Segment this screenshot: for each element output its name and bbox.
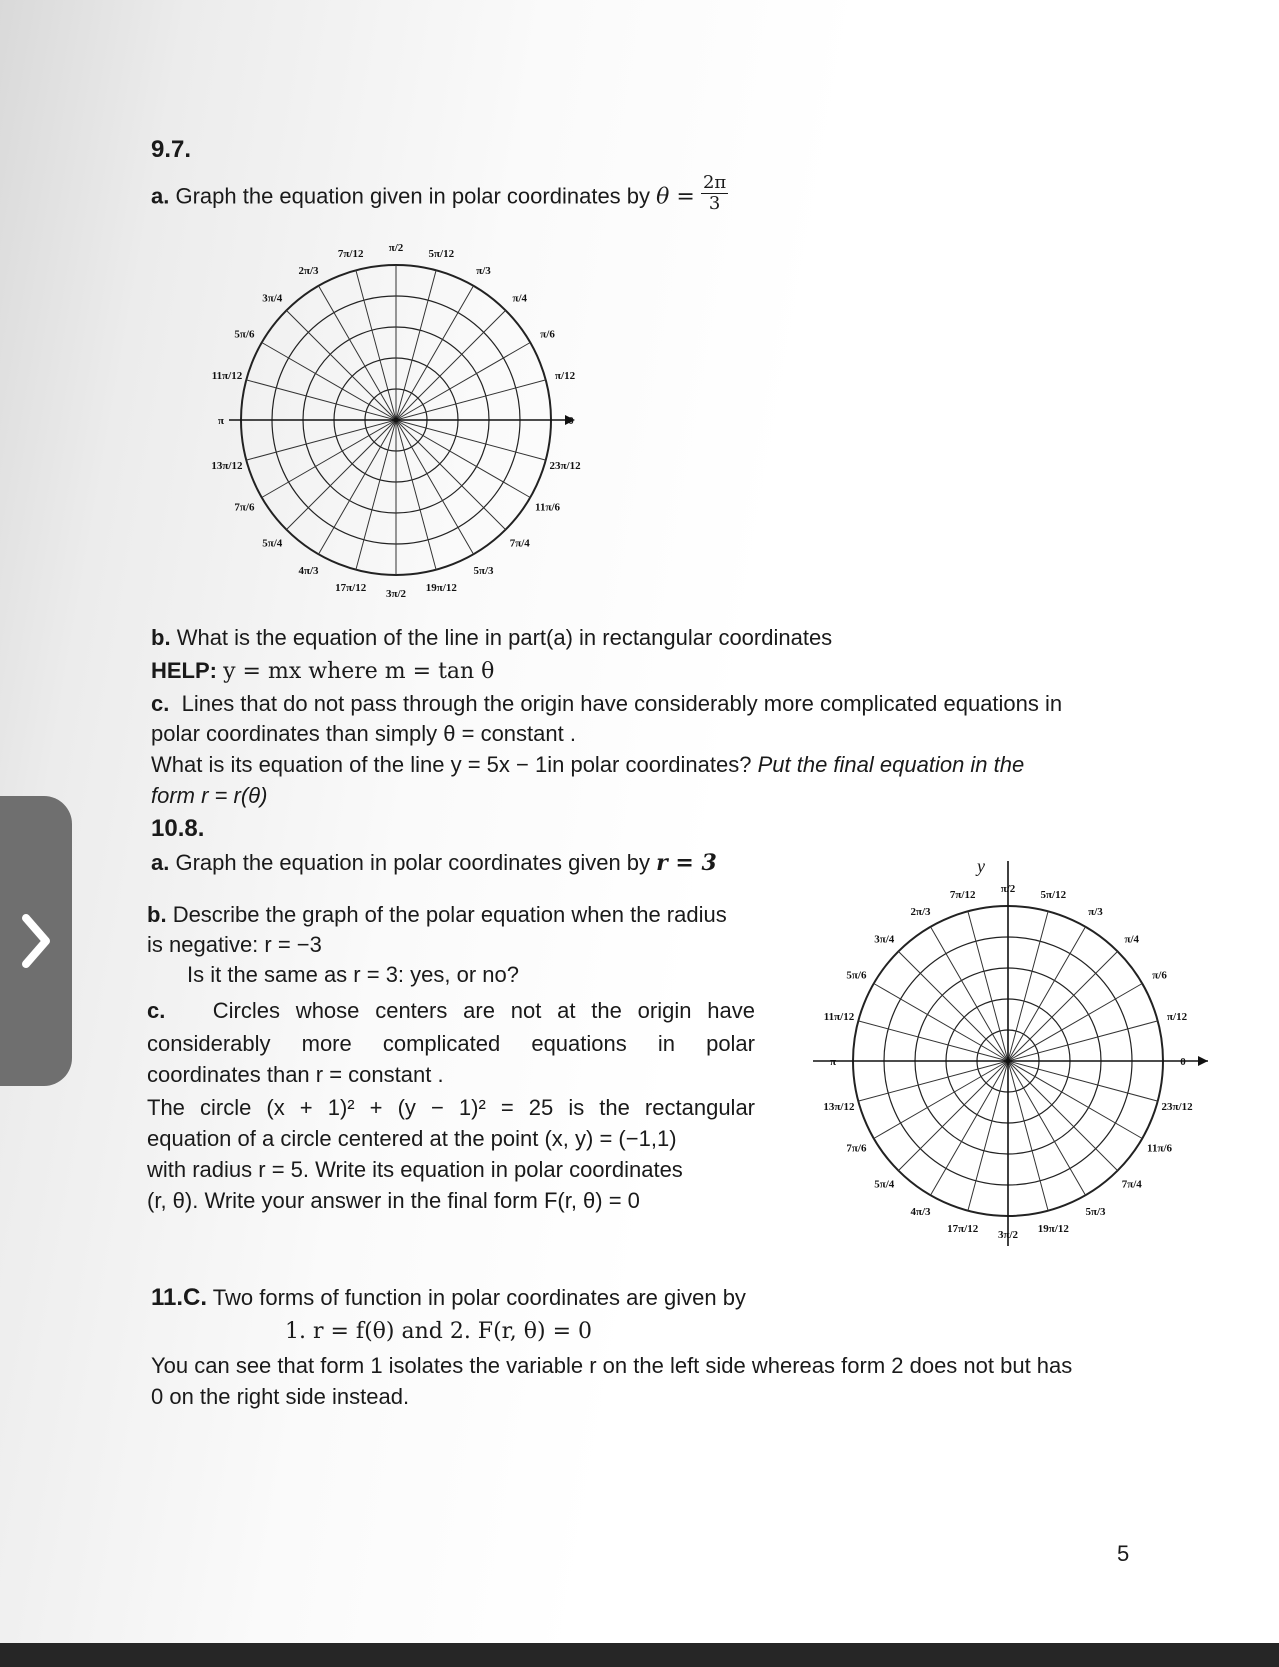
help-line (151, 656, 494, 686)
grid-spoke (396, 270, 436, 420)
grid-spoke (968, 911, 1008, 1061)
help-text: y = mx where m = tan θ (223, 659, 495, 684)
grid-spoke (874, 1061, 1008, 1139)
grid-spoke (1008, 984, 1142, 1062)
angle-label: π (217, 415, 225, 427)
grid-spoke (1008, 927, 1086, 1061)
grid-spoke (858, 1021, 1008, 1061)
angle-label: π/4 (1124, 933, 1140, 946)
angle-label: 2π/3 (910, 906, 931, 919)
explain-line1: You can see that form 1 isolates the variable r on the left side whereas form 2 does not but has (151, 1353, 1073, 1378)
angle-label: 11π/12 (211, 370, 243, 383)
b-line3: Is it the same as r = 3: yes, or no? (187, 962, 519, 987)
angle-label: π/4 (512, 292, 528, 305)
angle-label: 23π/12 (549, 459, 581, 472)
angle-label: 23π/12 (1161, 1100, 1193, 1113)
intro: Two forms of function in polar coordinates are given by (212, 1285, 746, 1310)
angle-label: 7π/12 (949, 888, 976, 901)
angle-label: 5π/4 (874, 1178, 895, 1191)
line1: Describe the graph of the polar equation when the radius (172, 902, 727, 927)
grid-spoke (1008, 1061, 1048, 1211)
angle-label: 7π/4 (1121, 1178, 1142, 1191)
question-9-7-c (151, 689, 1062, 718)
grid-spoke (1008, 1061, 1118, 1171)
b-line2: is negative: r = −3 (147, 932, 322, 957)
grid-spoke (396, 343, 530, 421)
grid-spoke (356, 270, 396, 420)
grid-spoke (968, 1061, 1008, 1211)
explain-line2: 0 on the right side instead. (151, 1384, 410, 1409)
line1: Circles whose centers are not at the origin have (212, 998, 756, 1023)
heading: 11.C. (151, 1284, 208, 1311)
angle-label: π/2 (1000, 883, 1016, 895)
c-line2: polar coordinates than simply θ = constant . (151, 721, 576, 746)
c-line6: with radius r = 5. Write its equation in polar coordinates (147, 1157, 683, 1182)
grid-spoke (286, 420, 396, 530)
question-9-7-a (151, 172, 728, 214)
grid-spoke (286, 310, 396, 420)
angle-label: π (829, 1056, 837, 1068)
grid-spoke (396, 420, 530, 498)
angle-label: π/12 (554, 370, 576, 383)
angle-label: 7π/6 (846, 1142, 867, 1155)
grid-spoke (931, 927, 1009, 1061)
c-line4: form r = r(θ) (151, 783, 268, 808)
grid-spoke (396, 420, 506, 530)
grid-spoke (262, 420, 396, 498)
chevron-right-icon[interactable] (18, 914, 52, 968)
line3a: What is its equation of the line y = 5x − 1in polar coordinates? (151, 752, 752, 777)
grid-spoke (1008, 1061, 1142, 1139)
angle-label: π/2 (388, 242, 404, 254)
angle-label: 0 (568, 415, 574, 427)
angle-label: π/6 (540, 328, 555, 341)
angle-label: 19π/12 (1037, 1223, 1069, 1236)
theta-eq: θ = (656, 184, 695, 210)
angle-label: 13π/12 (211, 459, 243, 472)
angle-label: 17π/12 (335, 582, 367, 595)
grid-spoke (319, 420, 397, 554)
angle-label: 11π/12 (823, 1011, 855, 1024)
c-line2: considerably more complicated equations in polar (147, 1031, 755, 1056)
angle-label: 5π/4 (262, 537, 283, 550)
denominator: 3 (708, 193, 721, 214)
label: b. (147, 902, 167, 927)
c-line4: The circle (x + 1)² + (y − 1)² = 25 is the rectangular (147, 1095, 755, 1120)
angle-label: 2π/3 (298, 265, 319, 278)
angle-label: π/3 (1088, 906, 1103, 919)
angle-label: 11π/6 (1147, 1142, 1173, 1155)
text: Graph the equation given in polar coordinates by (175, 183, 651, 209)
question-10-8-c (147, 996, 755, 1025)
grid-spoke (319, 286, 397, 420)
c-line7: (r, θ). Write your answer in the final form F(r, θ) = 0 (147, 1188, 640, 1213)
text: What is the equation of the line in part(a) in rectangular coordinates (176, 625, 833, 650)
angle-label: 5π/12 (1040, 888, 1067, 901)
question-10-8-b (147, 900, 727, 929)
bottom-bar (0, 1643, 1279, 1667)
angle-label: 7π/12 (337, 247, 364, 260)
grid-spoke (1008, 1021, 1158, 1061)
grid-spoke (396, 420, 546, 460)
grid-spoke (1008, 951, 1118, 1061)
c-line5: equation of a circle centered at the point (x, y) = (−1,1) (147, 1126, 677, 1151)
angle-label: π/3 (476, 265, 491, 278)
fraction (701, 173, 728, 214)
grid-spoke (356, 420, 396, 570)
angle-label: 5π/6 (234, 328, 255, 341)
angle-label: 17π/12 (947, 1223, 979, 1236)
origin-dot (1006, 1059, 1011, 1064)
polar-grid-10-8 (800, 845, 1220, 1255)
line3b: Put the final equation in the (757, 752, 1025, 777)
angle-label: 4π/3 (298, 564, 319, 577)
grid-spoke (396, 310, 506, 420)
angle-label: π/6 (1152, 969, 1167, 982)
angle-label: 5π/6 (846, 969, 867, 982)
label: c. (147, 998, 166, 1023)
label: a. (151, 850, 170, 875)
section-11-c (151, 1283, 746, 1312)
angle-label: π/12 (1166, 1011, 1188, 1024)
angle-label: 5π/3 (473, 564, 494, 577)
polar-grid-9-7 (200, 228, 595, 613)
grid-spoke (246, 380, 396, 420)
grid-spoke (396, 420, 474, 554)
line1: Lines that do not pass through the origin have considerably more complicated equations in (181, 691, 1063, 716)
grid-spoke (262, 343, 396, 421)
section-heading-10-8: 10.8. (151, 815, 205, 842)
grid-spoke (396, 286, 474, 420)
grid-spoke (1008, 1061, 1086, 1195)
grid-spoke (246, 420, 396, 460)
section-heading-9-7: 9.7. (151, 136, 192, 163)
grid-spoke (396, 380, 546, 420)
page-number: 5 (1117, 1541, 1130, 1566)
angle-label: 19π/12 (425, 582, 457, 595)
label: a. (151, 183, 170, 209)
angle-label: 3π/2 (385, 588, 407, 600)
angle-label: 5π/12 (428, 247, 455, 260)
angle-label: 13π/12 (823, 1100, 855, 1113)
angle-label: 3π/2 (997, 1229, 1019, 1241)
grid-spoke (1008, 911, 1048, 1061)
origin-dot (394, 418, 399, 423)
numerator: 2π (702, 172, 727, 193)
c-line1-wrap (147, 996, 755, 1025)
grid-spoke (898, 951, 1008, 1061)
angle-label: 5π/3 (1085, 1205, 1106, 1218)
grid-spoke (931, 1061, 1009, 1195)
angle-label: 0 (1180, 1056, 1186, 1068)
grid-spoke (1008, 1061, 1158, 1101)
angle-label: 11π/6 (535, 501, 561, 514)
question-10-8-a (151, 848, 717, 878)
x-axis-arrow (1198, 1056, 1208, 1066)
angle-label: 7π/4 (509, 537, 530, 550)
label: b. (151, 625, 171, 650)
grid-spoke (858, 1061, 1008, 1101)
label: c. (151, 691, 170, 716)
question-9-7-b (151, 623, 832, 652)
grid-spoke (898, 1061, 1008, 1171)
angle-label: 4π/3 (910, 1205, 931, 1218)
forms-line: 1. r = f(θ) and 2. F(r, θ) = 0 (285, 1319, 592, 1344)
help-label: HELP: (151, 658, 217, 683)
c-line3 (151, 750, 1024, 779)
grid-spoke (396, 420, 436, 570)
c-line3: coordinates than r = constant . (147, 1062, 444, 1087)
angle-label: 7π/6 (234, 501, 255, 514)
text: Graph the equation in polar coordinates given by (175, 850, 651, 875)
y-axis-label: y (977, 856, 985, 876)
side-nav-tab[interactable] (0, 796, 72, 1086)
angle-label: 3π/4 (874, 933, 895, 946)
grid-spoke (874, 984, 1008, 1062)
angle-label: 3π/4 (262, 292, 283, 305)
equation: r = 3 (656, 850, 717, 876)
